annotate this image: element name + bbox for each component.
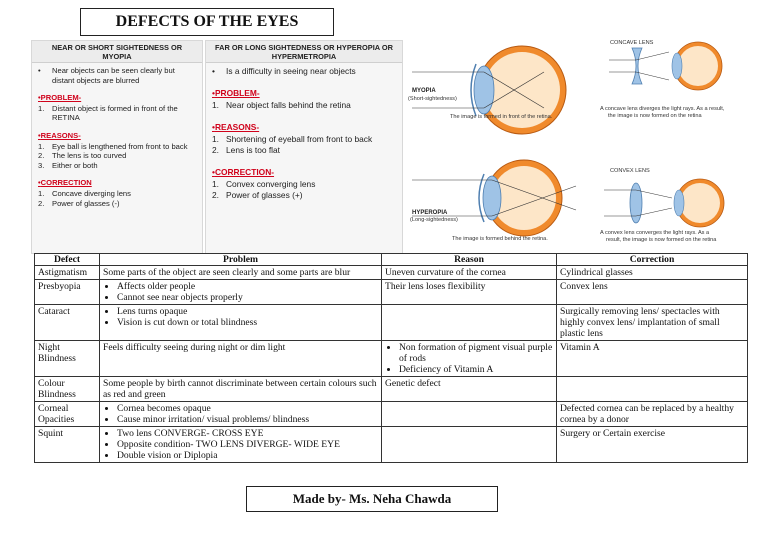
defect-cell: Presbyopia: [35, 280, 100, 305]
correction-cell: [557, 377, 748, 402]
problem-item: • Cause minor irritation/ visual problems/ blindness: [117, 414, 378, 425]
myopia-correction-item: 2. Power of glasses (-): [38, 198, 120, 208]
correction-cell: Vitamin A: [557, 341, 748, 377]
defects-table: [34, 253, 748, 463]
table-header-row: [35, 254, 748, 266]
correction-cell: Cylindrical glasses: [557, 266, 748, 280]
myopia-card-heading: NEAR OR SHORT SIGHTEDNESS OR MYOPIA: [32, 41, 202, 63]
table-row: [35, 341, 748, 377]
problem-item: • Lens turns opaque: [117, 306, 378, 317]
correction-cell: Surgery or Certain exercise: [557, 427, 748, 463]
problem-item: • Two lens CONVERGE- CROSS EYE: [117, 428, 378, 439]
defect-cell: Colour Blindness: [35, 377, 100, 402]
defect-cell: Squint: [35, 427, 100, 463]
myopia-intro: • Near objects can be seen clearly but distant objects are blurred: [38, 66, 175, 85]
hyperopia-reason-item: 2. Lens is too flat: [212, 145, 281, 155]
myopia-problem-label: • PROBLEM-: [38, 93, 196, 103]
reason-cell: [382, 402, 557, 427]
reason-cell: Uneven curvature of the cornea: [382, 266, 557, 280]
problem-cell: [100, 305, 382, 341]
table-row: [35, 377, 748, 402]
column-header-correction: Correction: [557, 254, 748, 266]
problem-cell: Some people by birth cannot discriminate between certain colours such as red and green: [100, 377, 382, 402]
correction-cell: Convex lens: [557, 280, 748, 305]
reason-item: • Deficiency of Vitamin A: [399, 364, 553, 375]
defect-cell: Cataract: [35, 305, 100, 341]
problem-cell: [100, 427, 382, 463]
problem-item: • Cannot see near objects properly: [117, 292, 378, 303]
problem-cell: Feels difficulty seeing during night or dim light: [100, 341, 382, 377]
myopia-problem-item: 1. Distant object is formed in front of the RETINA: [38, 103, 178, 123]
hyperopia-correction-label: • CORRECTION-: [212, 167, 396, 178]
hyperopia-correction-item: 1. Convex converging lens: [212, 179, 316, 189]
eye-diagrams: [404, 38, 764, 252]
reason-cell: [382, 341, 557, 377]
problem-cell: [100, 280, 382, 305]
hyperopia-intro: • Is a difficulty in seeing near objects: [212, 66, 356, 76]
problem-item: • Double vision or Diplopia: [117, 450, 378, 461]
reason-cell: [382, 427, 557, 463]
myopia-reason-item: 1. Eye ball is lengthened from front to back: [38, 141, 188, 151]
myopia-reasons-label: • REASONS-: [38, 131, 196, 141]
column-header-problem: Problem: [100, 254, 382, 266]
hyperopia-correction-item: 2. Power of glasses (+): [212, 190, 303, 200]
myopia-card: [31, 40, 203, 254]
table-row: [35, 402, 748, 427]
defect-cell: Corneal Opacities: [35, 402, 100, 427]
hyperopia-problem-item: 1. Near object falls behind the retina: [212, 100, 351, 110]
myopia-correction-label: • CORRECTION: [38, 178, 196, 188]
hyperopia-eye-illustration: [412, 160, 576, 236]
problem-item: • Cornea becomes opaque: [117, 403, 378, 414]
table-row: [35, 266, 748, 280]
myopia-diagram-sub: (Short-sightedness): [408, 96, 457, 102]
reason-item: • Non formation of pigment visual purple of rods: [399, 342, 553, 364]
defect-cell: Astigmatism: [35, 266, 100, 280]
concave-lens-caption-1: A concave lens diverges the light rays. As a result,: [600, 106, 725, 112]
concave-lens-caption-2: the image is now formed on the retina: [608, 113, 702, 119]
correction-cell: Surgically removing lens/ spectacles with highly convex lens/ implantation of small plastic lens: [557, 305, 748, 341]
hyperopia-diagram-label: HYPEROPIA: [412, 210, 448, 216]
convex-lens-label: CONVEX LENS: [610, 168, 650, 174]
problem-item: • Opposite condition- TWO LENS DIVERGE- WIDE EYE: [117, 439, 378, 450]
problem-cell: Some parts of the object are seen clearly and some parts are blur: [100, 266, 382, 280]
defect-cell: Night Blindness: [35, 341, 100, 377]
column-header-defect: Defect: [35, 254, 100, 266]
problem-item: • Affects older people: [117, 281, 378, 292]
myopia-reason-item: 3. Either or both: [38, 160, 98, 170]
hyperopia-card-heading: FAR OR LONG SIGHTEDNESS OR HYPEROPIA OR HYPERMETROPIA: [206, 41, 402, 63]
table-row: [35, 305, 748, 341]
convex-lens-caption-1: A convex lens converges the light rays. As a: [600, 230, 710, 236]
hyperopia-reason-item: 1. Shortening of eyeball from front to back: [212, 134, 373, 144]
reason-cell: Genetic defect: [382, 377, 557, 402]
correction-cell: Defected cornea can be replaced by a healthy cornea by a donor: [557, 402, 748, 427]
reason-cell: Their lens loses flexibility: [382, 280, 557, 305]
hyperopia-problem-label: • PROBLEM-: [212, 88, 396, 99]
myopia-correction-item: 1. Concave diverging lens: [38, 188, 131, 198]
concave-lens-illustration: [609, 42, 722, 90]
myopia-diagram-label: MYOPIA: [412, 88, 436, 94]
table-row: [35, 280, 748, 305]
concave-lens-label: CONCAVE LENS: [610, 40, 654, 46]
myopia-reason-item: 2. The lens is too curved: [38, 151, 127, 161]
page-title: DEFECTS OF THE EYES: [80, 8, 334, 36]
problem-item: • Vision is cut down or total blindness: [117, 317, 378, 328]
table-row: [35, 427, 748, 463]
myopia-diagram-caption: The image is formed in front of the retina.: [450, 114, 553, 120]
author-credit: Made by- Ms. Neha Chawda: [246, 486, 498, 512]
hyperopia-diagram-caption: The image is formed behind the retina.: [452, 236, 548, 242]
column-header-reason: Reason: [382, 254, 557, 266]
problem-cell: [100, 402, 382, 427]
reason-cell: [382, 305, 557, 341]
hyperopia-card: [205, 40, 403, 254]
hyperopia-reasons-label: • REASONS-: [212, 122, 396, 133]
convex-lens-caption-2: result, the image is now formed on the retina: [606, 237, 717, 243]
hyperopia-diagram-sub: (Long-sightedness): [410, 217, 458, 223]
convex-lens-illustration: [604, 179, 724, 227]
eye-diagram-svg: [404, 38, 764, 252]
